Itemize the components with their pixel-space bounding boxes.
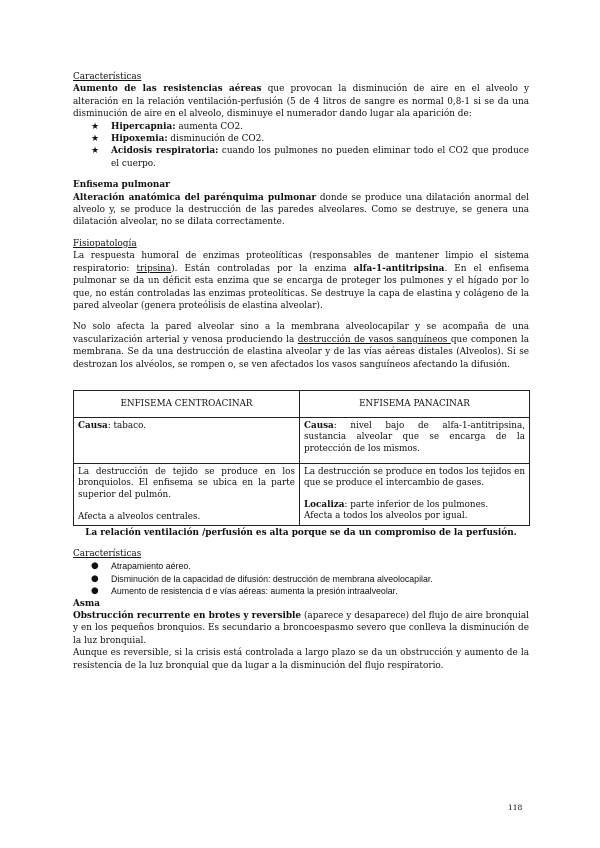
fisiopatologia-paragraph-2 (73, 321, 529, 371)
cell-text: : tabaco. (107, 420, 147, 431)
table-row (74, 463, 530, 525)
dot-bullet-icon: ● (91, 573, 99, 584)
star-bullet-icon: ★ (91, 146, 100, 157)
cell-text: Afecta a todos los alveolos por igual. (304, 511, 468, 522)
text-run: que componen la membrana. Se da una destrucción de elastina alveolar y de las vías aéreas distales (Alveolos). Si se destrozan los alvéolos, se rompen o, se ven afectados los vasos sanguíneos afectando la difusión. (73, 334, 529, 370)
fisiopatologia-heading: Fisiopatología (73, 238, 137, 249)
asma-title: Asma (73, 598, 101, 609)
cell-text: : parte inferior de los pulmones. (344, 499, 489, 510)
document-page (73, 71, 529, 672)
characteristics-list (73, 560, 529, 597)
table-header-panacinar: ENFISEMA PANACINAR (300, 390, 530, 417)
cell-label: Localiza (304, 499, 345, 510)
table-cell (300, 417, 530, 463)
intro-paragraph (73, 83, 529, 120)
enfisema-definition-text: donde se produce una dilatación anormal del alveolo y, se produce la destrucción de las paredes alveolares. Como se destruye, se genera una dilatación alveolar, no se dilata correctamente. (73, 192, 529, 228)
star-bullet-icon: ★ (91, 134, 100, 145)
list-item-term: Acidosis respiratoria: (111, 146, 219, 157)
underlined-phrase: destrucción de vasos sanguíneos (297, 334, 451, 345)
section-heading-caracteristicas-2: Características (73, 548, 142, 559)
table-caption: La relación ventilación /perfusión es alta porque se da un compromiso de la perfusión. (85, 527, 517, 538)
table-cell (300, 463, 530, 525)
fisiopatologia-paragraph-1 (73, 250, 529, 312)
section-heading-caracteristicas: Características (73, 72, 142, 82)
text-run: No solo afecta la pared alveolar sino a la membrana alveolocapilar y se acompaña de una vascularización arterial y venosa produciendo la (73, 322, 529, 345)
list-item-text: Atrapamiento aéreo. (111, 561, 191, 572)
list-item-text: disminución de CO2. (167, 134, 265, 145)
dot-bullet-icon: ● (91, 561, 99, 572)
list-item-text: Disminución de la capacidad de difusión: destrucción de membrana alveolocapilar. (111, 573, 433, 584)
list-item-text: Aumento de resistencia d e vías aéreas: aumenta la presión intraalveolar. (111, 586, 398, 597)
text-run: ). Están controladas por la enzima (171, 263, 354, 274)
text-run: . En el enfisema pulmonar se da un déficit esta enzima que se encarga de proteger los pulmones y el hígado por lo que, no están controladas las enzimas proteolíticas. Se destruye la capa de elastina y colágeno de la pared alveolar (genera proteólisis de elastina alveolar). (73, 263, 529, 311)
asma-paragraph-1 (73, 610, 529, 647)
cell-text: Afecta a alveolos centrales. (78, 512, 201, 523)
table-cell (74, 463, 300, 525)
list-item (91, 560, 529, 572)
intro-text: que provocan la disminución de aire en el alveolo y alteración en la relación ventilación-perfusión (5 de 4 litros de sangre es normal 0,8-1 si se da una disminución de aire en el alveolo, disminuye el numerador dando lugar ala aparición de: (73, 84, 529, 120)
table-cell (74, 417, 300, 463)
list-item (91, 133, 529, 145)
cell-label: Causa (78, 420, 108, 431)
list-item-term: Hipoxemia: (111, 134, 168, 145)
text-run: La respuesta humoral de enzimas proteolíticas (responsables de mantener limpio el sistema respiratorio: (73, 251, 529, 274)
cell-label: Causa (304, 420, 334, 431)
enfisema-definition-bold: Alteración anatómica del parénquima pulmonar (73, 192, 317, 203)
asma-paragraph-2: Aunque es reversible, si la crisis está controlada a largo plazo se da un obstrucción y aumento de la resistencia de la luz bronquial que da lugar a la disminución del flujo respiratorio. (73, 648, 529, 671)
cell-text: La destrucción se produce en todos los tejidos en que se produce el intercambio de gases. (304, 466, 525, 489)
page-number: 118 (508, 803, 523, 812)
list-item (91, 585, 529, 597)
table-header-centroacinar: ENFISEMA CENTROACINAR (74, 390, 300, 417)
list-item (91, 145, 529, 170)
list-item (91, 121, 529, 133)
tripsina-term: tripsina (136, 263, 172, 274)
intro-bold-term: Aumento de las resistencias aéreas (73, 84, 262, 95)
consequences-list (73, 121, 529, 171)
cell-text: : nivel bajo de alfa-1-antitripsina, sustancia alveolar que se encarga de la protección de los mismos. (304, 420, 525, 454)
list-item (91, 573, 529, 585)
cell-text: La destrucción de tejido se produce en los bronquiolos. El enfisema se ubica en la parte superior del pulmón. (78, 466, 295, 500)
enzyme-term: alfa-1-antitripsina (353, 263, 445, 274)
dot-bullet-icon: ● (91, 586, 99, 597)
enfisema-title: Enfisema pulmonar (73, 180, 170, 191)
enfisema-comparison-table (73, 390, 530, 526)
list-item-text: aumenta CO2. (175, 121, 243, 132)
text-run: (aparece y desaparece) del flujo de aire bronquial y en los pequeños bronquios. Es secundario a broncoespasmo severo que conlleva la disminución de la luz bronquial. (73, 611, 529, 646)
asma-bold-term: Obstrucción recurrente en brotes y reversible (73, 611, 302, 621)
list-item-term: Hipercapnia: (111, 121, 176, 132)
list-item-text: cuando los pulmones no pueden eliminar todo el CO2 que produce el cuerpo. (111, 146, 530, 169)
enfisema-definition (73, 192, 529, 229)
star-bullet-icon: ★ (91, 121, 100, 132)
table-row (74, 417, 530, 463)
table-header-row (74, 390, 530, 417)
